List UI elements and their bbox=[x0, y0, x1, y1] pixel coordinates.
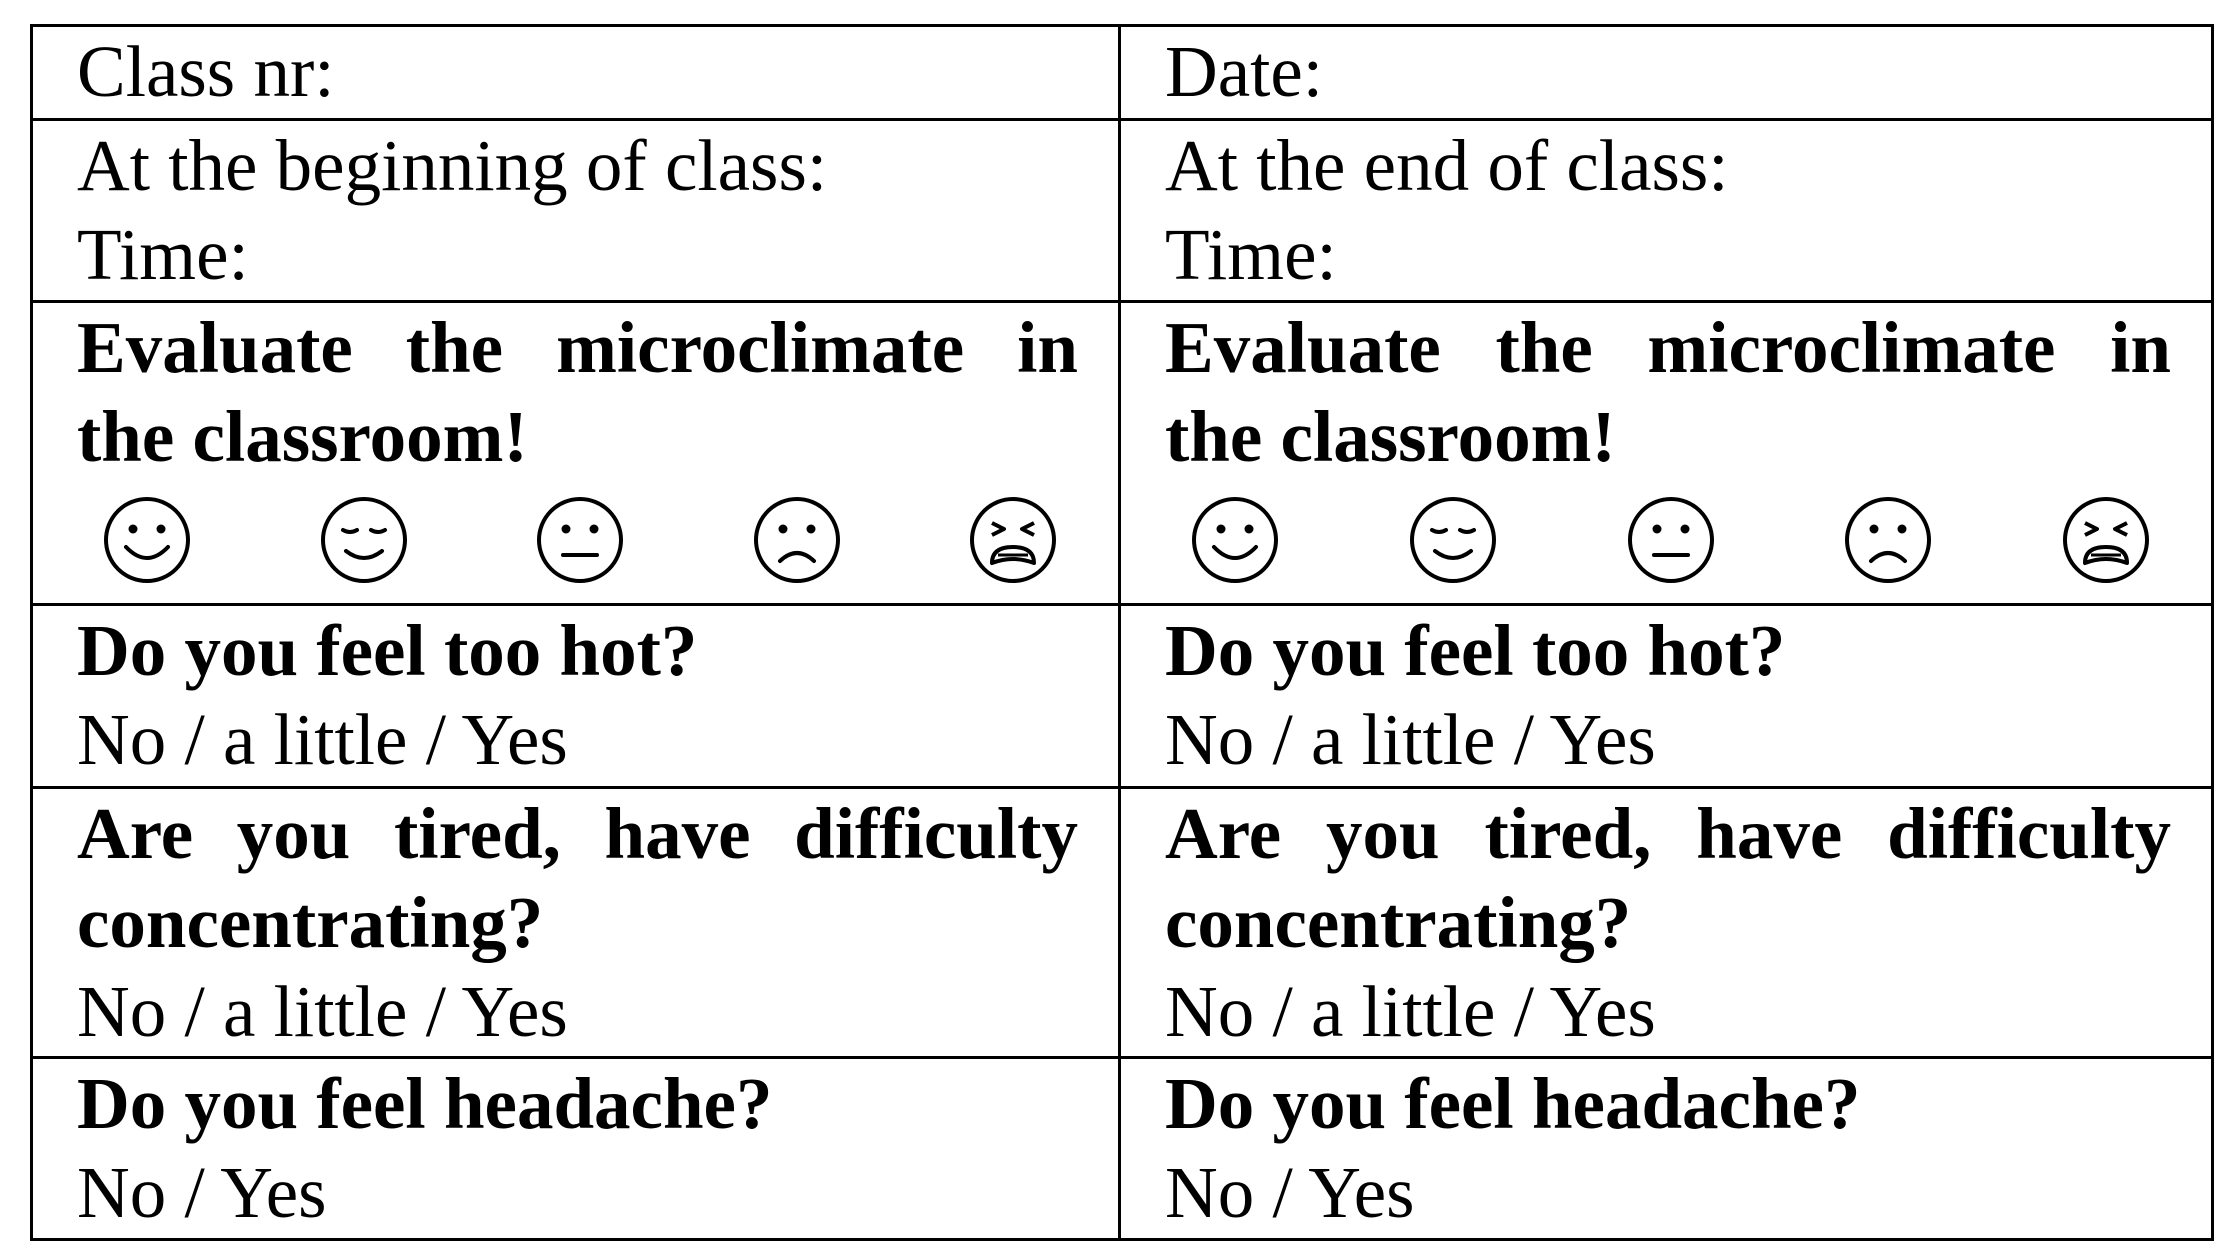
headache-question: Do you feel headache? bbox=[77, 1063, 773, 1144]
very-happy-face-icon[interactable] bbox=[1190, 495, 1280, 585]
headache-question: Do you feel headache? bbox=[1165, 1063, 1861, 1144]
end-time-label: Time: bbox=[1165, 214, 1337, 295]
tiredness-cell-beginning bbox=[32, 788, 1120, 1058]
headache-cell-end bbox=[1120, 1058, 2213, 1240]
rating-scale bbox=[77, 481, 1078, 599]
too-hot-cell-end bbox=[1120, 605, 2213, 788]
distressed-face-icon[interactable] bbox=[968, 495, 1058, 585]
class-number-label: Class nr: bbox=[77, 31, 335, 112]
content-face-icon[interactable] bbox=[319, 495, 409, 585]
beginning-of-class-cell bbox=[32, 120, 1120, 302]
too-hot-options[interactable]: No / a little / Yes bbox=[77, 699, 568, 780]
content-face-icon[interactable] bbox=[1408, 495, 1498, 585]
neutral-face-icon[interactable] bbox=[535, 495, 625, 585]
headache-options[interactable]: No / Yes bbox=[1165, 1152, 1415, 1233]
class-number-cell bbox=[32, 26, 1120, 120]
tiredness-options[interactable]: No / a little / Yes bbox=[1165, 971, 1656, 1052]
tiredness-cell-end bbox=[1120, 788, 2213, 1058]
too-hot-row bbox=[32, 605, 2213, 788]
date-label: Date: bbox=[1165, 31, 1324, 112]
too-hot-question: Do you feel too hot? bbox=[77, 610, 698, 691]
sad-face-icon[interactable] bbox=[752, 495, 842, 585]
headache-cell-beginning bbox=[32, 1058, 1120, 1240]
header-row bbox=[32, 26, 2213, 120]
tiredness-question: Are you tired, have difficulty concentrating? bbox=[1165, 793, 2171, 963]
microclimate-prompt: Evaluate the microclimate in the classroom! bbox=[77, 307, 1078, 477]
neutral-face-icon[interactable] bbox=[1626, 495, 1716, 585]
microclimate-row bbox=[32, 302, 2213, 605]
beginning-time-label: Time: bbox=[77, 214, 249, 295]
headache-row bbox=[32, 1058, 2213, 1240]
very-happy-face-icon[interactable] bbox=[102, 495, 192, 585]
timing-row bbox=[32, 120, 2213, 302]
end-of-class-cell bbox=[1120, 120, 2213, 302]
too-hot-cell-beginning bbox=[32, 605, 1120, 788]
date-cell bbox=[1120, 26, 2213, 120]
tiredness-row bbox=[32, 788, 2213, 1058]
headache-options[interactable]: No / Yes bbox=[77, 1152, 327, 1233]
too-hot-question: Do you feel too hot? bbox=[1165, 610, 1786, 691]
microclimate-prompt: Evaluate the microclimate in the classroom! bbox=[1165, 307, 2171, 477]
distressed-face-icon[interactable] bbox=[2061, 495, 2151, 585]
microclimate-cell-end bbox=[1120, 302, 2213, 605]
beginning-of-class-label: At the beginning of class: bbox=[77, 125, 828, 206]
sad-face-icon[interactable] bbox=[1843, 495, 1933, 585]
end-of-class-label: At the end of class: bbox=[1165, 125, 1729, 206]
microclimate-cell-beginning bbox=[32, 302, 1120, 605]
too-hot-options[interactable]: No / a little / Yes bbox=[1165, 699, 1656, 780]
rating-scale bbox=[1165, 481, 2171, 599]
tiredness-question: Are you tired, have difficulty concentrating? bbox=[77, 793, 1078, 963]
questionnaire-table bbox=[30, 24, 2214, 1241]
tiredness-options[interactable]: No / a little / Yes bbox=[77, 971, 568, 1052]
